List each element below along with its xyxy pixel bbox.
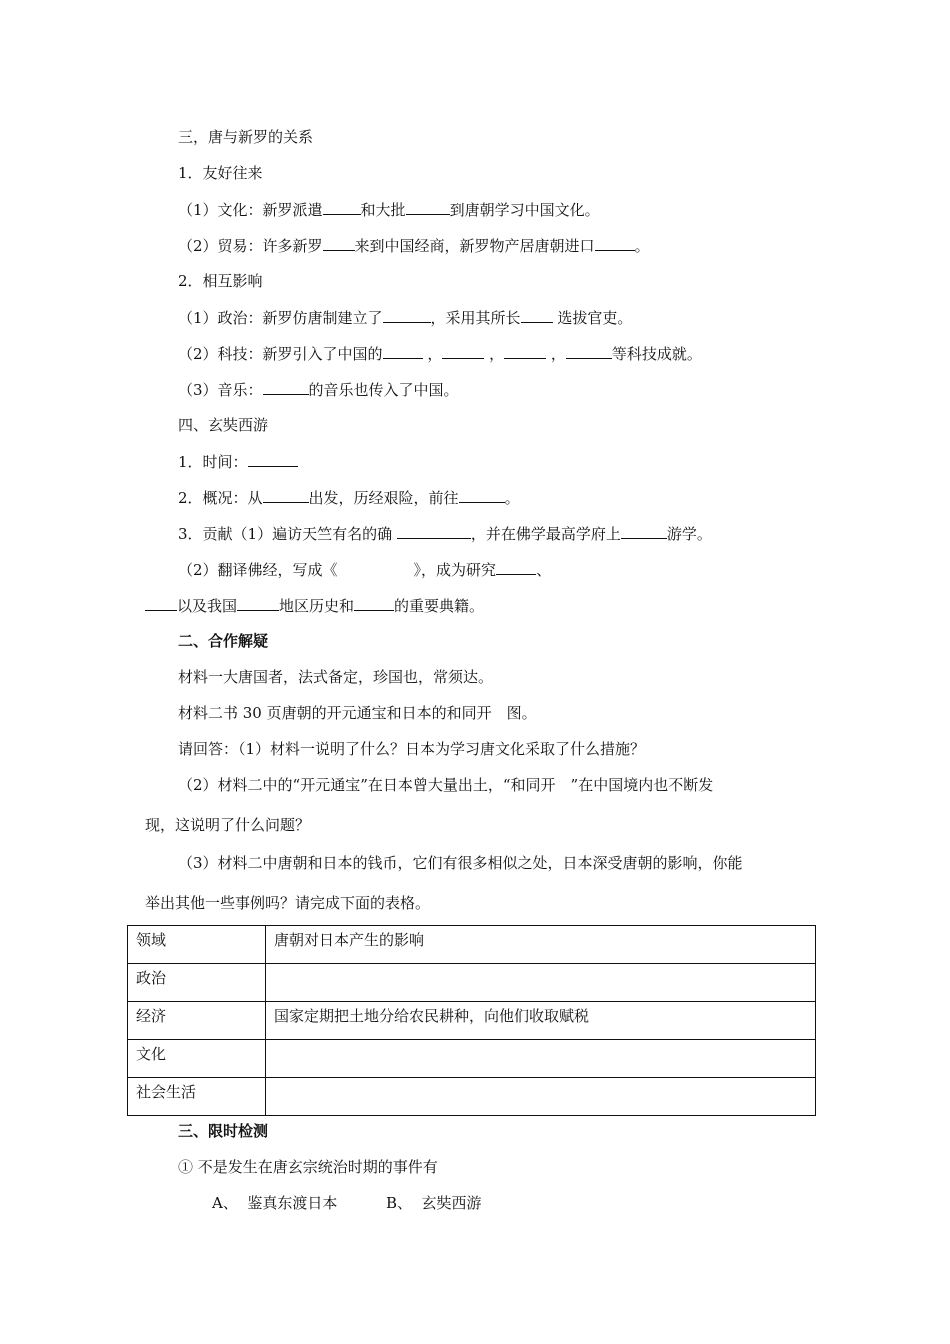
music-line: （3）音乐： 的音乐也传入了中国。 xyxy=(178,381,459,399)
table-cell: 政治 xyxy=(128,964,266,1002)
contribution-line: 以及我国 地区历史和 的重要典籍。 xyxy=(145,595,484,616)
table-cell xyxy=(266,1078,816,1116)
question-text: 现，这说明了什么问题？ xyxy=(145,816,311,834)
section-heading: 三，唐与新罗的关系 xyxy=(178,128,314,146)
table-cell xyxy=(266,964,816,1002)
question-text: 请回答：（1）材料一说明了什么？日本为学习唐文化采取了什么措施？ xyxy=(178,740,646,758)
table-header-row xyxy=(128,926,816,964)
table-cell: 经济 xyxy=(128,1002,266,1040)
politics-line: （1）政治：新罗仿唐制建立了 ，采用其所长 选拔官吏。 xyxy=(178,309,633,327)
trade-line: （2）贸易：许多新罗 来到中国经商，新罗物产居唐朝进口 。 xyxy=(178,237,650,255)
table-cell: 文化 xyxy=(128,1040,266,1078)
subheading: 1．友好往来 xyxy=(178,164,263,182)
table-header-cell: 唐朝对日本产生的影响 xyxy=(266,926,816,964)
table-row xyxy=(128,1002,816,1040)
table-cell: 国家定期把土地分给农民耕种，向他们收取赋税 xyxy=(266,1002,816,1040)
section-heading: 三、限时检测 xyxy=(178,1122,269,1140)
material-text: 材料一大唐国者，法式备定，珍国也，常须达。 xyxy=(178,668,494,686)
contribution-line: （2）翻译佛经，写成《 》，成为研究 、 xyxy=(178,561,552,579)
tech-line: （2）科技：新罗引入了中国的 ， ， ， 等科技成就。 xyxy=(178,345,702,363)
question-text: （2）材料二中的“开元通宝”在日本曾大量出土，“和同开 ”在中国境内也不断发 xyxy=(178,776,714,794)
time-line: 1．时间： xyxy=(178,451,298,472)
section-heading: 四、玄奘西游 xyxy=(178,416,269,434)
contribution-line: 3．贡献（1）遍访天竺有名的确 ，并在佛学最高学府上 游学。 xyxy=(178,525,712,543)
table-cell: 社会生活 xyxy=(128,1078,266,1116)
table-header-cell: 领域 xyxy=(128,926,266,964)
subheading: 2．相互影响 xyxy=(178,272,263,290)
table-row xyxy=(128,1078,816,1116)
culture-line: （1）文化：新罗派遣 和大批 到唐朝学习中国文化。 xyxy=(178,201,600,219)
section-heading: 二、合作解疑 xyxy=(178,632,269,650)
table-cell xyxy=(266,1040,816,1078)
test-question: ① 不是发生在唐玄宗统治时期的事件有 xyxy=(178,1158,438,1176)
table-row xyxy=(128,964,816,1002)
summary-line: 2．概况：从 出发，历经艰险，前往 。 xyxy=(178,489,520,507)
table-row xyxy=(128,1040,816,1078)
material-text: 材料二书 30 页唐朝的开元通宝和日本的和同开 图。 xyxy=(178,704,537,722)
option-b: B、 玄奘西游 xyxy=(386,1194,482,1212)
influence-table xyxy=(127,925,816,1116)
question-text: （3）材料二中唐朝和日本的钱币，它们有很多相似之处，日本深受唐朝的影响，你能 xyxy=(178,854,743,872)
question-text: 举出其他一些事例吗？请完成下面的表格。 xyxy=(145,894,431,912)
option-a: A、 鉴真东渡日本 xyxy=(212,1194,338,1212)
